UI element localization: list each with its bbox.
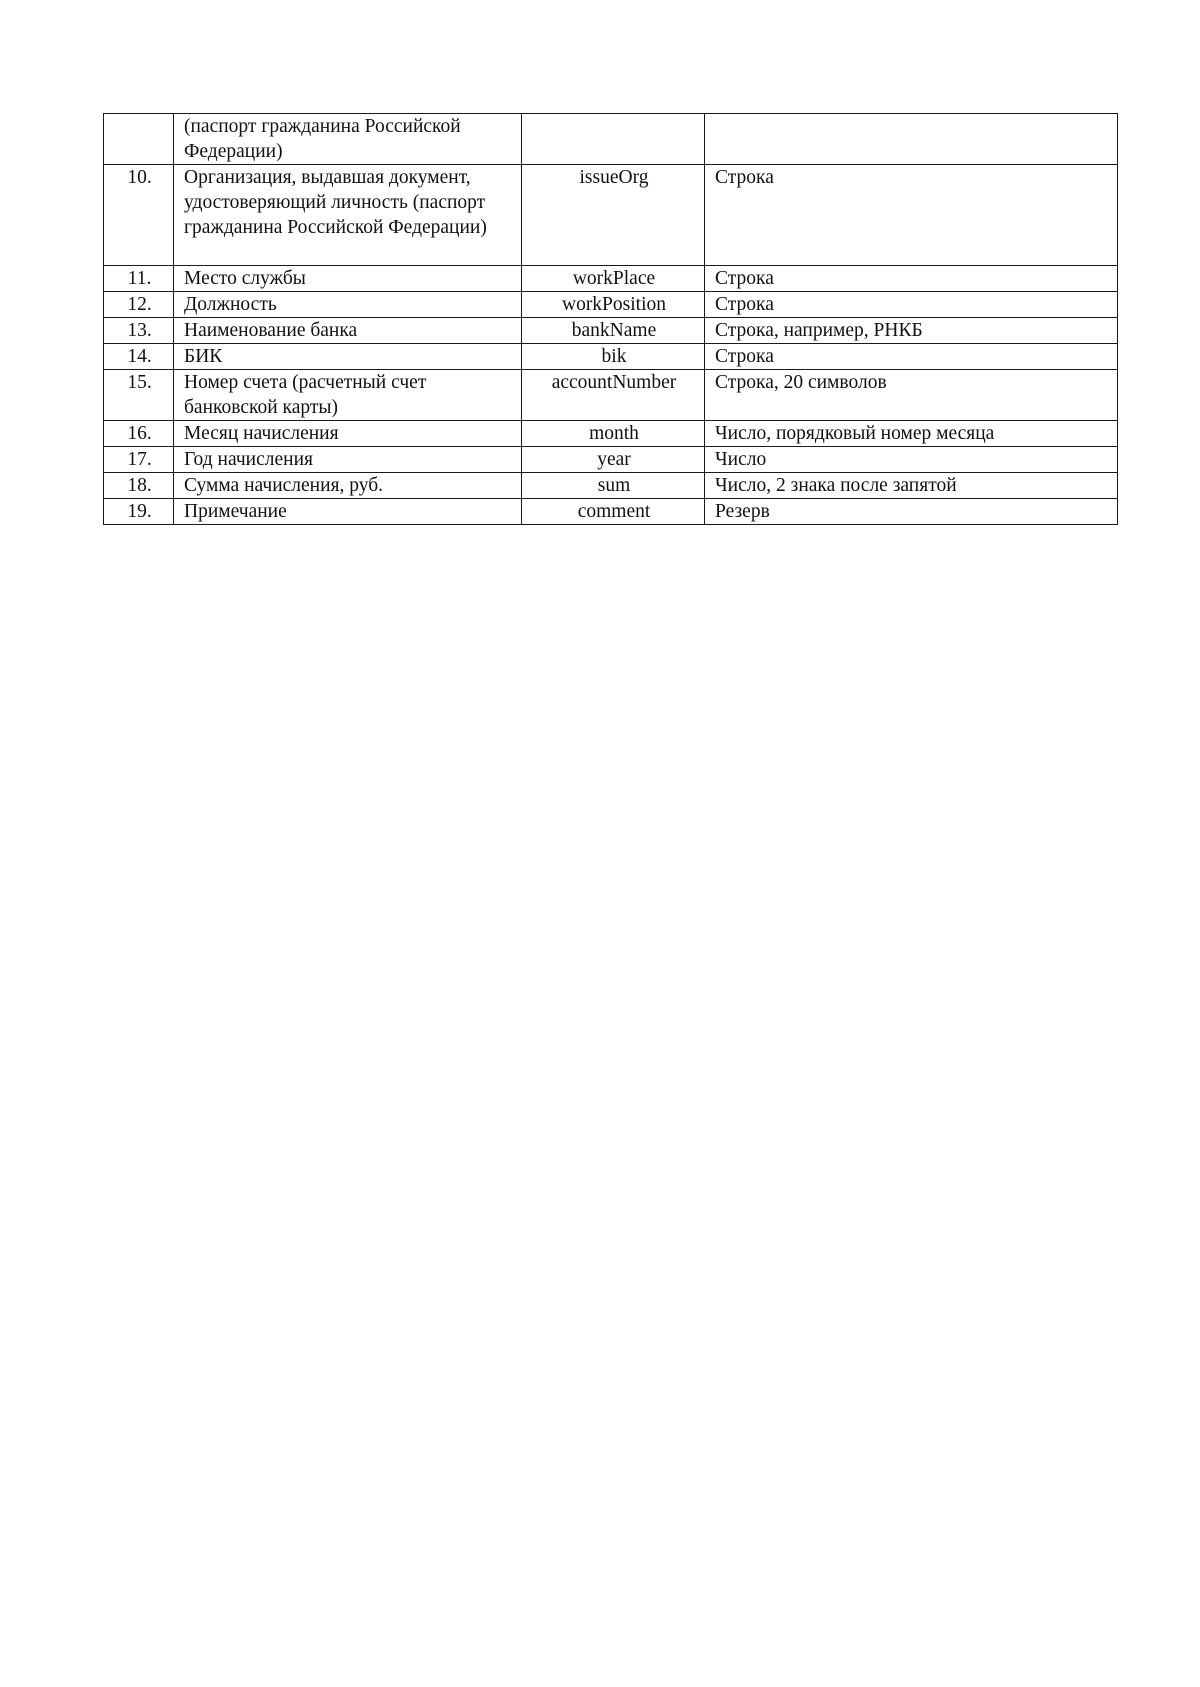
row-description: (паспорт гражданина Российской Федерации): [174, 114, 522, 165]
row-type: Число, порядковый номер месяца: [705, 421, 1118, 447]
table-row: [104, 292, 1118, 318]
row-field-name: month: [522, 421, 705, 447]
row-type: Резерв: [705, 499, 1118, 525]
row-field-name: year: [522, 447, 705, 473]
row-type: Число: [705, 447, 1118, 473]
row-description: Примечание: [174, 499, 522, 525]
row-number: 11.: [104, 266, 174, 292]
table-row: [104, 114, 1118, 165]
row-type: Строка: [705, 292, 1118, 318]
row-field-name: workPlace: [522, 266, 705, 292]
row-description: Сумма начисления, руб.: [174, 473, 522, 499]
row-type: [705, 114, 1118, 165]
row-field-name: bankName: [522, 318, 705, 344]
row-field-name: accountNumber: [522, 370, 705, 421]
row-field-name: issueOrg: [522, 165, 705, 266]
row-field-name: sum: [522, 473, 705, 499]
table-row: [104, 499, 1118, 525]
row-description: Организация, выдавшая документ, удостоверяющий личность (паспорт гражданина Российской Федерации): [174, 165, 522, 266]
row-type: Строка, например, РНКБ: [705, 318, 1118, 344]
table-row: [104, 473, 1118, 499]
row-number: 12.: [104, 292, 174, 318]
table-row: [104, 165, 1118, 266]
row-description: БИК: [174, 344, 522, 370]
row-number: 10.: [104, 165, 174, 266]
row-description: Год начисления: [174, 447, 522, 473]
row-field-name: [522, 114, 705, 165]
row-type: Число, 2 знака после запятой: [705, 473, 1118, 499]
row-description: Месяц начисления: [174, 421, 522, 447]
table-row: [104, 421, 1118, 447]
row-number: [104, 114, 174, 165]
row-description: Должность: [174, 292, 522, 318]
row-type: Строка: [705, 266, 1118, 292]
row-type: Строка, 20 символов: [705, 370, 1118, 421]
table-row: [104, 318, 1118, 344]
row-field-name: bik: [522, 344, 705, 370]
row-description: Место службы: [174, 266, 522, 292]
table-row: [104, 344, 1118, 370]
row-number: 13.: [104, 318, 174, 344]
row-number: 17.: [104, 447, 174, 473]
field-spec-table: [103, 113, 1118, 525]
row-description: Наименование банка: [174, 318, 522, 344]
row-number: 15.: [104, 370, 174, 421]
row-type: Строка: [705, 165, 1118, 266]
row-field-name: comment: [522, 499, 705, 525]
table-row: [104, 370, 1118, 421]
table-row: [104, 266, 1118, 292]
row-description: Номер счета (расчетный счет банковской карты): [174, 370, 522, 421]
row-type: Строка: [705, 344, 1118, 370]
row-field-name: workPosition: [522, 292, 705, 318]
row-number: 18.: [104, 473, 174, 499]
row-number: 19.: [104, 499, 174, 525]
row-number: 16.: [104, 421, 174, 447]
table-row: [104, 447, 1118, 473]
row-number: 14.: [104, 344, 174, 370]
